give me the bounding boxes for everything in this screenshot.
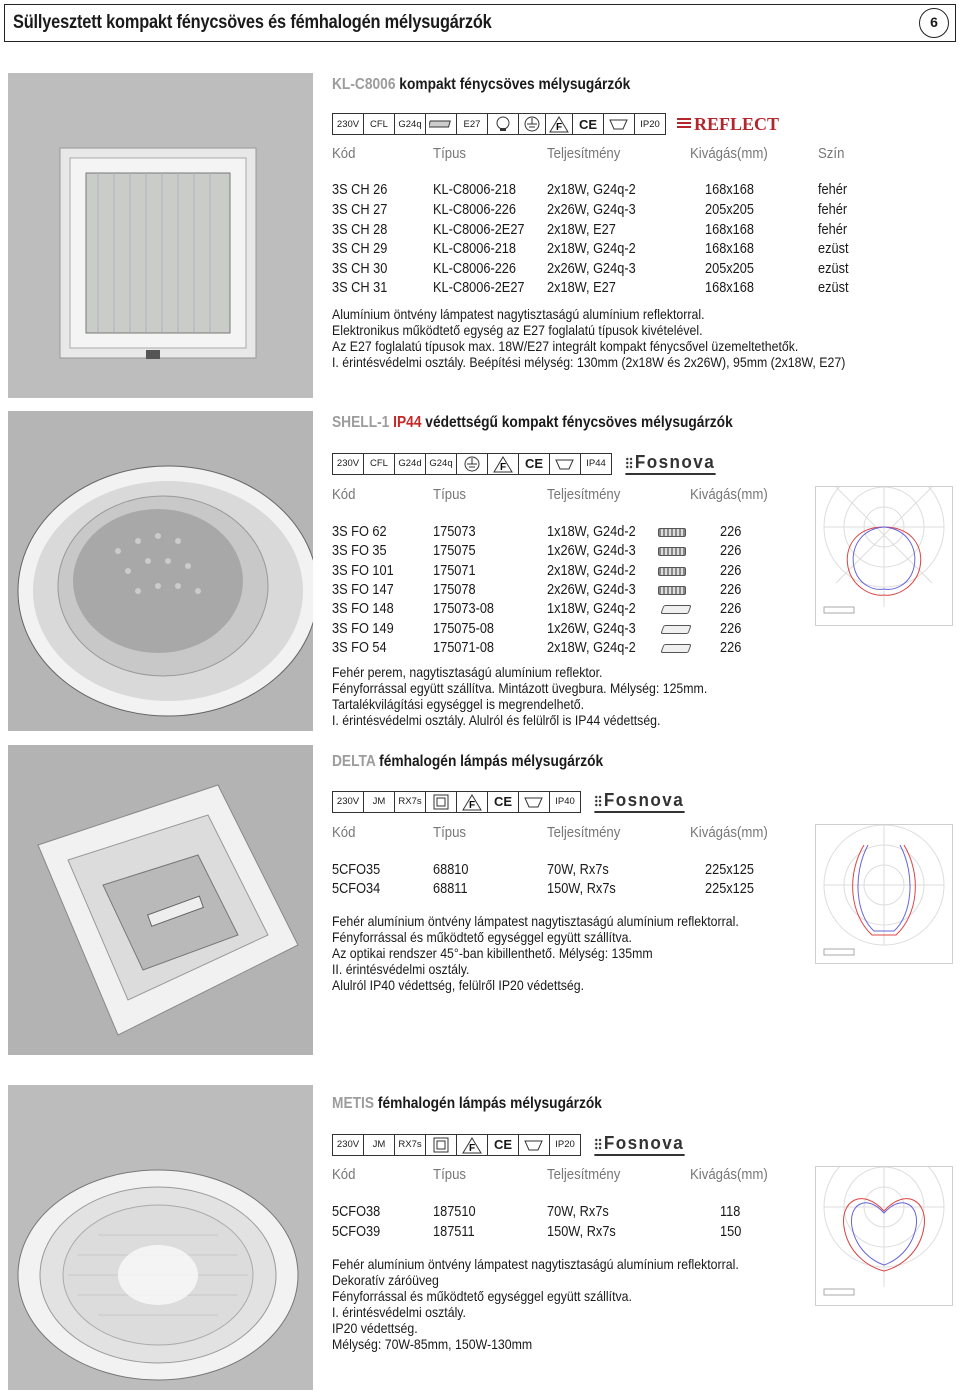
- ce-mark-icon: CE: [518, 453, 550, 475]
- table-cell: 175078: [433, 582, 476, 598]
- table-cell: 168x168: [705, 280, 754, 296]
- table-cell: 226: [720, 582, 742, 598]
- class-ii-icon: [425, 1134, 457, 1156]
- spec-icon-row: [332, 452, 718, 475]
- table-cell: 2x18W, E27: [547, 280, 616, 296]
- fosnova-logo: Fosnova: [625, 452, 715, 475]
- socket-g24q-icon: G24q: [425, 453, 457, 475]
- section-delta: [332, 753, 647, 771]
- description-line: I. érintésvédelmi osztály.: [332, 1304, 466, 1320]
- lamp-tube-icon: [660, 625, 691, 634]
- description-line: II. érintésvédelmi osztály.: [332, 961, 470, 977]
- table-cell: 150: [720, 1224, 742, 1240]
- table-cell: 226: [720, 621, 742, 637]
- table-cell: 1x26W, G24q-3: [547, 621, 636, 637]
- table-cell: 175071: [433, 563, 476, 579]
- svg-text:F: F: [469, 1142, 476, 1154]
- table-cell: 226: [720, 524, 742, 540]
- socket-rx7s-icon: RX7s: [394, 1134, 426, 1156]
- table-cell: 205x205: [705, 202, 754, 218]
- table-cell: 168x168: [705, 241, 754, 257]
- ce-mark-icon: CE: [487, 791, 519, 813]
- table-cell: 226: [720, 543, 742, 559]
- socket-g24d-icon: G24d: [394, 453, 426, 475]
- section-title: METIS fémhalogén lámpás mélysugárzók: [332, 1095, 602, 1112]
- reflect-logo: REFLECT: [677, 114, 779, 135]
- table-cell: 3S FO 54: [332, 640, 387, 656]
- section-title: KL-C8006 kompakt fénycsöves mélysugárzók: [332, 76, 631, 93]
- description-line: I. érintésvédelmi osztály. Beépítési mélység: 130mm (2x18W és 2x26W), 95mm (2x18W, E27): [332, 354, 846, 370]
- fosnova-logo: Fosnova: [594, 1133, 684, 1156]
- description-line: Fényforrással és működtető egységgel együtt szállítva.: [332, 1288, 632, 1304]
- f-mark-icon: [456, 1134, 488, 1156]
- polar-diagram-shell-1: [815, 486, 953, 626]
- table-cell: 2x26W, G24q-3: [547, 261, 636, 277]
- spec-icon-row: [332, 113, 779, 135]
- bulb-icon: [487, 113, 519, 135]
- voltage-icon: 230V: [332, 1134, 364, 1156]
- description-line: Az E27 foglalatú típusok max. 18W/E27 integrált kompakt fénycsővel üzemeltethetők.: [332, 338, 799, 354]
- table-cell: 2x26W, G24d-3: [547, 582, 636, 598]
- ip-rating-icon: IP20: [634, 113, 666, 135]
- description-line: Mélység: 70W-85mm, 150W-130mm: [332, 1336, 533, 1352]
- description-line: I. érintésvédelmi osztály. Alulról és felülről is IP44 védettség.: [332, 712, 661, 728]
- section-shell-1: [332, 414, 798, 432]
- table-cell: KL-C8006-218: [433, 182, 517, 198]
- ip-rating-icon: IP40: [549, 791, 581, 813]
- ground-icon: [456, 453, 488, 475]
- svg-text:F: F: [469, 799, 476, 811]
- table-cell: 168x168: [705, 182, 754, 198]
- table-cell: 3S FO 62: [332, 524, 387, 540]
- section-title: DELTA fémhalogén lámpás mélysugárzók: [332, 753, 604, 770]
- table-cell: 3S FO 35: [332, 543, 387, 559]
- col-cutout: Kivágás(mm): [690, 486, 768, 503]
- product-photo-metis: [8, 1085, 313, 1390]
- description-line: Fehér alumínium öntvény lámpatest nagytisztaságú alumínium reflektorral.: [332, 1256, 739, 1272]
- description-line: Fényforrással együtt szállítva. Mintázott üvegbura. Mélység: 125mm.: [332, 680, 708, 696]
- f-mark-icon: [487, 453, 519, 475]
- description-line: Fehér perem, nagytisztaságú alumínium reflektor.: [332, 664, 603, 680]
- col-code: Kód: [332, 1166, 356, 1183]
- product-photo-kl-c8006: [8, 73, 313, 398]
- spec-icon-row: [332, 1133, 687, 1156]
- col-cutout: Kivágás(mm): [690, 824, 768, 841]
- col-cutout: Kivágás(mm): [690, 145, 768, 162]
- table-cell: 3S CH 27: [332, 202, 388, 218]
- table-cell: KL-C8006-218: [433, 241, 517, 257]
- f-mark-icon: [456, 791, 488, 813]
- lamp-tube-icon: [660, 644, 691, 653]
- table-cell: 225x125: [705, 881, 754, 897]
- table-cell: 2x26W, G24q-3: [547, 202, 636, 218]
- table-cell: 2x18W, E27: [547, 222, 616, 238]
- table-cell: 175075-08: [433, 621, 495, 637]
- lamp-tube-icon: [658, 586, 686, 595]
- table-cell: 5CFO34: [332, 881, 381, 897]
- socket-g24q-icon: G24q: [394, 113, 426, 135]
- table-cell: 2x18W, G24d-2: [547, 563, 636, 579]
- table-cell: fehér: [818, 202, 848, 218]
- table-cell: 3S FO 101: [332, 563, 394, 579]
- table-cell: 3S FO 149: [332, 621, 394, 637]
- table-cell: ezüst: [818, 261, 849, 277]
- table-cell: 70W, Rx7s: [547, 862, 609, 878]
- col-cutout: Kivágás(mm): [690, 1166, 768, 1183]
- ip-rating-icon: IP44: [580, 453, 612, 475]
- description-line: Alumínium öntvény lámpatest nagytisztaságú alumínium reflektorral.: [332, 306, 705, 322]
- table-cell: 225x125: [705, 862, 754, 878]
- page-number: 6: [919, 8, 949, 38]
- page-title: Süllyesztett kompakt fénycsöves és fémhalogén mélysugárzók: [13, 12, 492, 33]
- table-cell: 3S CH 30: [332, 261, 388, 277]
- svg-text:F: F: [556, 122, 563, 133]
- socket-e27-icon: E27: [456, 113, 488, 135]
- col-code: Kód: [332, 145, 356, 162]
- col-code: Kód: [332, 824, 356, 841]
- jm-lamp-icon: JM: [363, 1134, 395, 1156]
- mounting-icon: [518, 791, 550, 813]
- section-metis: [332, 1095, 646, 1113]
- col-power: Teljesítmény: [547, 486, 621, 503]
- description-line: Fehér alumínium öntvény lámpatest nagytisztaságú alumínium reflektorral.: [332, 913, 739, 929]
- fosnova-logo: Fosnova: [594, 790, 684, 813]
- lamp-tube-icon: [658, 528, 686, 537]
- col-type: Típus: [433, 145, 467, 162]
- col-code: Kód: [332, 486, 356, 503]
- lamp-tube-icon: [658, 567, 686, 576]
- section-kl-c8006: [332, 76, 679, 94]
- table-cell: 2x18W, G24q-2: [547, 241, 636, 257]
- ip-rating-icon: IP20: [549, 1134, 581, 1156]
- table-cell: 5CFO39: [332, 1224, 381, 1240]
- table-cell: 150W, Rx7s: [547, 881, 616, 897]
- col-power: Teljesítmény: [547, 1166, 621, 1183]
- table-cell: 68811: [433, 881, 468, 897]
- col-type: Típus: [433, 486, 467, 503]
- ce-mark-icon: CE: [572, 113, 604, 135]
- table-cell: 118: [720, 1204, 741, 1220]
- table-cell: 1x18W, G24q-2: [547, 601, 636, 617]
- table-cell: ezüst: [818, 280, 849, 296]
- table-cell: 168x168: [705, 222, 754, 238]
- polar-diagram-metis: [815, 1166, 953, 1306]
- description-line: Az optikai rendszer 45°-ban kibillenthető. Mélység: 135mm: [332, 945, 653, 961]
- description-line: Tartalékvilágítási egységgel is megrendelhető.: [332, 696, 585, 712]
- table-cell: 68810: [433, 862, 469, 878]
- table-cell: 1x26W, G24d-3: [547, 543, 636, 559]
- jm-lamp-icon: JM: [363, 791, 395, 813]
- table-cell: 150W, Rx7s: [547, 1224, 616, 1240]
- voltage-icon: 230V: [332, 113, 364, 135]
- mounting-icon: [603, 113, 635, 135]
- ground-icon: [518, 113, 546, 135]
- table-cell: 3S CH 28: [332, 222, 388, 238]
- table-cell: 2x18W, G24q-2: [547, 182, 636, 198]
- table-cell: 226: [720, 601, 742, 617]
- page-header: [4, 4, 956, 42]
- table-cell: fehér: [818, 222, 848, 238]
- table-cell: 3S CH 29: [332, 241, 388, 257]
- table-cell: 205x205: [705, 261, 754, 277]
- description-line: IP20 védettség.: [332, 1320, 418, 1336]
- col-type: Típus: [433, 1166, 467, 1183]
- table-cell: 187510: [433, 1204, 476, 1220]
- table-cell: KL-C8006-2E27: [433, 280, 525, 296]
- lamp-tube-icon: [660, 605, 691, 614]
- col-type: Típus: [433, 824, 467, 841]
- section-title: SHELL-1 IP44 védettségű kompakt fénycsöves mélysugárzók: [332, 414, 733, 431]
- table-cell: 175071-08: [433, 640, 495, 656]
- table-cell: 3S FO 148: [332, 601, 394, 617]
- col-power: Teljesítmény: [547, 145, 621, 162]
- product-photo-shell-1: [8, 411, 313, 731]
- table-cell: KL-C8006-226: [433, 261, 517, 277]
- table-cell: 175075: [433, 543, 476, 559]
- socket-rx7s-icon: RX7s: [394, 791, 426, 813]
- svg-text:F: F: [500, 461, 507, 473]
- table-cell: 226: [720, 563, 742, 579]
- table-cell: KL-C8006-2E27: [433, 222, 525, 238]
- table-cell: 226: [720, 640, 742, 656]
- cfl-icon: CFL: [363, 453, 395, 475]
- table-cell: 70W, Rx7s: [547, 1204, 609, 1220]
- f-mark-icon: [545, 113, 573, 135]
- table-cell: 187511: [433, 1224, 475, 1240]
- polar-diagram-delta: [815, 824, 953, 964]
- mounting-icon: [549, 453, 581, 475]
- voltage-icon: 230V: [332, 453, 364, 475]
- table-cell: KL-C8006-226: [433, 202, 517, 218]
- table-cell: ezüst: [818, 241, 849, 257]
- col-color: Szín: [818, 145, 845, 162]
- table-cell: 3S CH 26: [332, 182, 388, 198]
- lamp-tube-icon: [658, 547, 686, 556]
- description-line: Dekoratív záróüveg: [332, 1272, 439, 1288]
- table-cell: 5CFO35: [332, 862, 381, 878]
- col-power: Teljesítmény: [547, 824, 621, 841]
- table-cell: 5CFO38: [332, 1204, 381, 1220]
- table-cell: 3S CH 31: [332, 280, 388, 296]
- ce-mark-icon: CE: [487, 1134, 519, 1156]
- table-cell: 2x18W, G24q-2: [547, 640, 636, 656]
- spec-icon-row: [332, 790, 687, 813]
- description-line: Elektronikus működtető egység az E27 foglalatú típusok kivételével.: [332, 322, 703, 338]
- table-cell: 175073: [433, 524, 476, 540]
- description-line: Fényforrással és működtető egységgel együtt szállítva.: [332, 929, 632, 945]
- description-line: Alulról IP40 védettség, felülről IP20 védettség.: [332, 977, 585, 993]
- lamp-shape-icon: [425, 113, 457, 135]
- mounting-icon: [518, 1134, 550, 1156]
- cfl-icon: CFL: [363, 113, 395, 135]
- table-cell: 3S FO 147: [332, 582, 394, 598]
- class-ii-icon: [425, 791, 457, 813]
- voltage-icon: 230V: [332, 791, 364, 813]
- table-cell: 175073-08: [433, 601, 495, 617]
- table-cell: 1x18W, G24d-2: [547, 524, 636, 540]
- table-cell: fehér: [818, 182, 848, 198]
- product-photo-delta: [8, 745, 313, 1055]
